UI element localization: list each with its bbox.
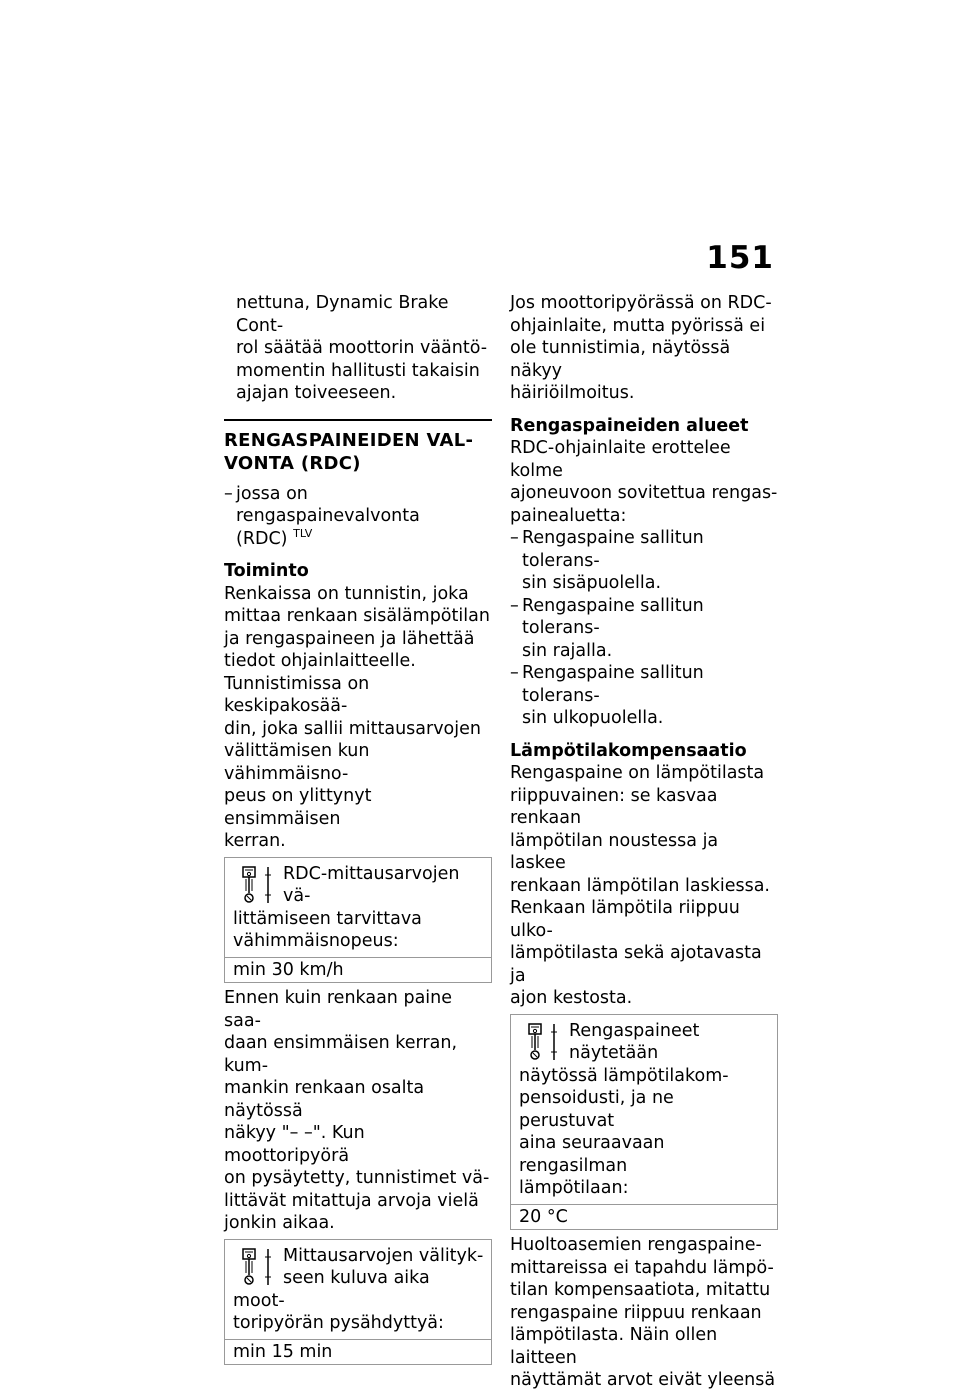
kompensaatio-section — [510, 740, 778, 1010]
note-line: toripyörän pysähdyttyä: — [233, 1313, 444, 1333]
subheading-alueet: Rengaspaineiden alueet — [510, 415, 749, 436]
text-line: RDC-ohjainlaite erottelee kolme — [510, 438, 731, 481]
availability-note — [224, 483, 492, 551]
text-line: mittaa renkaan sisälämpötilan — [224, 606, 490, 626]
note-line: näytössä lämpötilakom- — [519, 1065, 729, 1086]
list-item-line: sin ulkopuolella. — [522, 708, 664, 728]
spec-box-reference-temp — [510, 1014, 778, 1231]
list-item-line: Rengaspaine sallitun tolerans- — [522, 528, 704, 571]
note-line: RDC-mittausarvojen vä- — [283, 863, 460, 906]
paragraph-no-sensors — [510, 292, 778, 405]
availability-line: jossa on rengaspainevalvonta — [236, 483, 420, 526]
text-line: näyttämät arvot eivät yleensä — [510, 1370, 776, 1390]
dash-marker: – — [510, 595, 519, 616]
spec-value: min 30 km/h — [225, 957, 491, 983]
note-line: lämpötilaan: — [519, 1178, 629, 1198]
text-line: ole tunnistimia, näytössä näkyy — [510, 338, 731, 381]
text-line: tiedot ohjainlaitteelle. — [224, 651, 416, 671]
left-column — [224, 292, 492, 1369]
list-item — [510, 662, 778, 730]
text-line: littävät mitattuja arvoja vielä — [224, 1190, 479, 1211]
toiminto-section — [224, 560, 492, 853]
spec-value: min 15 min — [225, 1339, 491, 1365]
note-line: Mittausarvojen välityk- — [283, 1245, 484, 1266]
note-line: Rengaspaineet näytetään — [569, 1020, 700, 1063]
text-line: Renkaissa on tunnistin, joka — [224, 583, 469, 604]
paragraph-first-reading — [224, 987, 492, 1235]
list-item — [510, 595, 778, 663]
heading-line: RENGASPAINEIDEN VAL- — [224, 429, 474, 451]
tire-gauge-icon — [239, 865, 275, 905]
tire-gauge-icon — [525, 1022, 561, 1062]
text-line: mittareissa ei tapahdu lämpö- — [510, 1257, 774, 1278]
spec-box-min-speed — [224, 857, 492, 984]
text-line: renkaan lämpötilan laskiessa. — [510, 875, 770, 896]
text-line: Jos moottoripyörässä on RDC- — [510, 293, 772, 313]
text-line: mankin renkaan osalta näytössä — [224, 1078, 425, 1121]
subheading-toiminto: Toiminto — [224, 561, 309, 581]
alueet-section — [510, 415, 778, 730]
note-line: pensoidusti, ja ne perustuvat — [519, 1088, 674, 1131]
dash-marker: – — [510, 528, 519, 548]
note-line: seen kuluva aika moot- — [233, 1268, 430, 1311]
text-line: momentin hallitusti takaisin — [236, 360, 480, 381]
text-line: nettuna, Dynamic Brake Cont- — [236, 293, 449, 336]
text-line: lämpötilasta sekä ajotavasta ja — [510, 943, 762, 986]
note-line: aina seuraavaan rengasilman — [519, 1133, 665, 1176]
text-line: välittämisen kun vähimmäisno- — [224, 741, 370, 784]
text-line: din, joka sallii mittausarvojen — [224, 718, 481, 739]
right-column — [510, 292, 778, 1392]
text-line: peus on ylittynyt ensimmäisen — [224, 786, 372, 829]
list-item-line: Rengaspaine sallitun tolerans- — [522, 595, 704, 638]
text-line: Tunnistimissa on keskipakosää- — [224, 673, 370, 716]
availability-superscript: TLV — [293, 526, 313, 540]
text-line: Rengaspaine on lämpötilasta — [510, 763, 765, 783]
tire-gauge-icon — [239, 1247, 275, 1287]
list-item — [510, 527, 778, 595]
paragraph-service-station — [510, 1234, 778, 1392]
spec-value: 20 °C — [511, 1204, 777, 1230]
note-line: vähimmäisnopeus: — [233, 931, 399, 951]
page-number: 151 — [706, 240, 774, 276]
subheading-kompensaatio: Lämpötilakompensaatio — [510, 740, 747, 761]
dash-marker: – — [510, 663, 519, 683]
text-line: on pysäytetty, tunnistimet vä- — [224, 1168, 490, 1188]
text-line: näkyy "– –". Kun moottoripyörä — [224, 1123, 365, 1166]
note-line: littämiseen tarvittava — [233, 908, 422, 929]
text-line: ajajan toiveeseen. — [236, 383, 397, 403]
text-line: jonkin aikaa. — [224, 1213, 335, 1233]
heading-line: VONTA (RDC) — [224, 452, 361, 474]
availability-line: (RDC) — [236, 528, 288, 549]
text-line: rengaspaine riippuu renkaan — [510, 1302, 762, 1323]
section-divider — [224, 419, 492, 421]
text-line: tilan kompensaatiota, mitattu — [510, 1280, 771, 1300]
text-line: ajon kestosta. — [510, 988, 633, 1008]
intro-paragraph — [224, 292, 492, 405]
text-line: rol säätää moottorin vääntö- — [236, 338, 488, 358]
section-heading — [224, 429, 492, 475]
text-line: ja rengaspaineen ja lähettää — [224, 628, 475, 649]
list-item-line: Rengaspaine sallitun tolerans- — [522, 663, 704, 706]
list-item-line: sin rajalla. — [522, 640, 613, 661]
text-line: kerran. — [224, 831, 286, 851]
text-line: painealuetta: — [510, 505, 627, 526]
text-line: lämpötilasta. Näin ollen laitteen — [510, 1325, 718, 1368]
list-item-line: sin sisäpuolella. — [522, 573, 662, 593]
text-line: Renkaan lämpötila riippuu ulko- — [510, 898, 740, 941]
text-line: Huoltoasemien rengaspaine- — [510, 1235, 762, 1255]
dash-marker: – — [224, 483, 233, 504]
text-line: häiriöilmoitus. — [510, 383, 635, 403]
spec-box-transmit-time — [224, 1239, 492, 1366]
text-line: lämpötilan noustessa ja laskee — [510, 830, 719, 873]
text-line: Ennen kuin renkaan paine saa- — [224, 988, 453, 1031]
text-line: daan ensimmäisen kerran, kum- — [224, 1033, 458, 1076]
text-line: riippuvainen: se kasvaa renkaan — [510, 785, 718, 828]
text-line: ohjainlaite, mutta pyörissä ei — [510, 315, 766, 336]
text-line: ajoneuvoon sovitettua rengas- — [510, 483, 778, 503]
